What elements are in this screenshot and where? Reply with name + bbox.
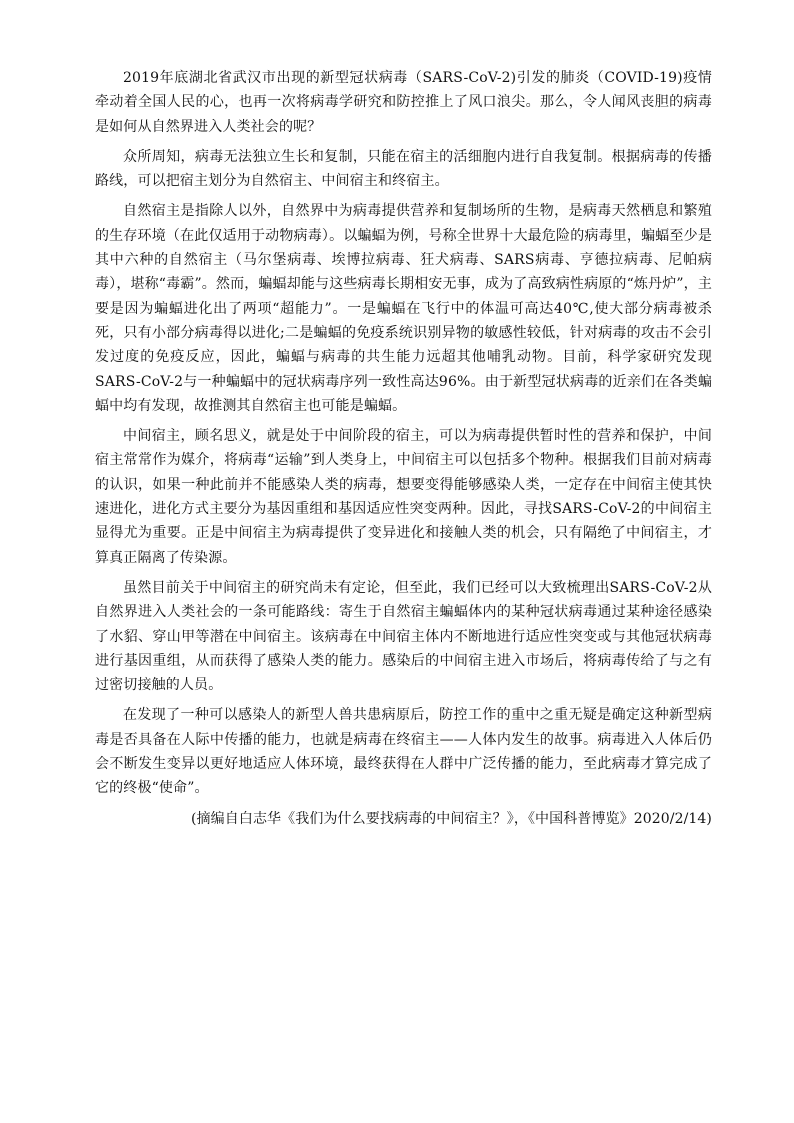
paragraph-intermediate-host: 中间宿主，顾名思义，就是处于中间阶段的宿主，可以为病毒提供暂时性的营养和保护，中间宿主常常作为媒介，将病毒“运输”到人类身上，中间宿主可以包括多个物种。根据我们目前对病毒的认识，如果一种此前并不能感染人类的病毒，想要变得能够感染人类，一定存在中间宿主使其快速进化，进化方式主要分为基因重组和基因适应性突变两种。因此，寻找SARS-CoV-2的中间宿主显得尤为重要。正是中间宿主为病毒提供了变异进化和接触人类的机会，只有隔绝了中间宿主，才算真正隔离了传染源。 — [95, 428, 712, 566]
paragraph-transmission-route: 虽然目前关于中间宿主的研究尚未有定论，但至此，我们已经可以大致梳理出SARS-CoV-2从自然界进入人类社会的一条可能路线：寄生于自然宿主蝙蝠体内的某种冠状病毒通过某种途径感染了水貂、穿山甲等潜在中间宿主。该病毒在中间宿主体内不断地进行适应性突变或与其他冠状病毒进行基因重组，从而获得了感染人类的能力。感染后的中间宿主进入市场后，将病毒传给了与之有过密切接触的人员。 — [95, 579, 712, 694]
paragraph-final-host: 在发现了一种可以感染人的新型人兽共患病原后，防控工作的重中之重无疑是确定这种新型病毒是否具备在人际中传播的能力，也就是病毒在终宿主——人体内发生的故事。病毒进入人体后仍会不断发生变异以更好地适应人体环境，最终获得在人群中广泛传播的能力，至此病毒才算完成了它的终极“使命”。 — [95, 707, 712, 797]
source-citation: (摘编自白志华《我们为什么要找病毒的中间宿主？》，《中国科普博览》2020/2/14) — [190, 810, 712, 827]
paragraph-natural-host: 自然宿主是指除人以外，自然界中为病毒提供营养和复制场所的生物，是病毒天然栖息和繁殖的生存环境（在此仅适用于动物病毒）。以蝙蝠为例，号称全世界十大最危险的病毒里，蝙蝠至少是其中六种的自然宿主（马尔堡病毒、埃博拉病毒、狂犬病毒、SARS病毒、亨德拉病毒、尼帕病毒），堪称“毒霸”。然而，蝙蝠却能与这些病毒长期相安无事，成为了高致病性病原的“炼丹炉”，主要是因为蝙蝠进化出了两项“超能力”。一是蝙蝠在飞行中的体温可高达40℃,使大部分病毒被杀死，只有小部分病毒得以进化;二是蝙蝠的免疫系统识别异物的敏感性较低，针对病毒的攻击不会引发过度的免疫反应，因此，蝙蝠与病毒的共生能力远超其他哺乳动物。目前，科学家研究发现SARS-CoV-2与一种蝙蝠中的冠状病毒序列一致性高达96%。由于新型冠状病毒的近亲们在各类蝙蝠中均有发现，故推测其自然宿主也可能是蝙蝠。 — [95, 203, 712, 414]
paragraph-intro: 2019年底湖北省武汉市出现的新型冠状病毒（SARS-CoV-2)引发的肺炎（COVID-19)疫情牵动着全国人民的心，也再一次将病毒学研究和防控推上了风口浪尖。那么，令人闻风丧胆的病毒是如何从自然界进入人类社会的呢？ — [95, 70, 712, 135]
paragraph-host-types: 众所周知，病毒无法独立生长和复制，只能在宿主的活细胞内进行自我复制。根据病毒的传播路线，可以把宿主划分为自然宿主、中间宿主和终宿主。 — [95, 148, 712, 190]
article-body — [95, 66, 712, 831]
